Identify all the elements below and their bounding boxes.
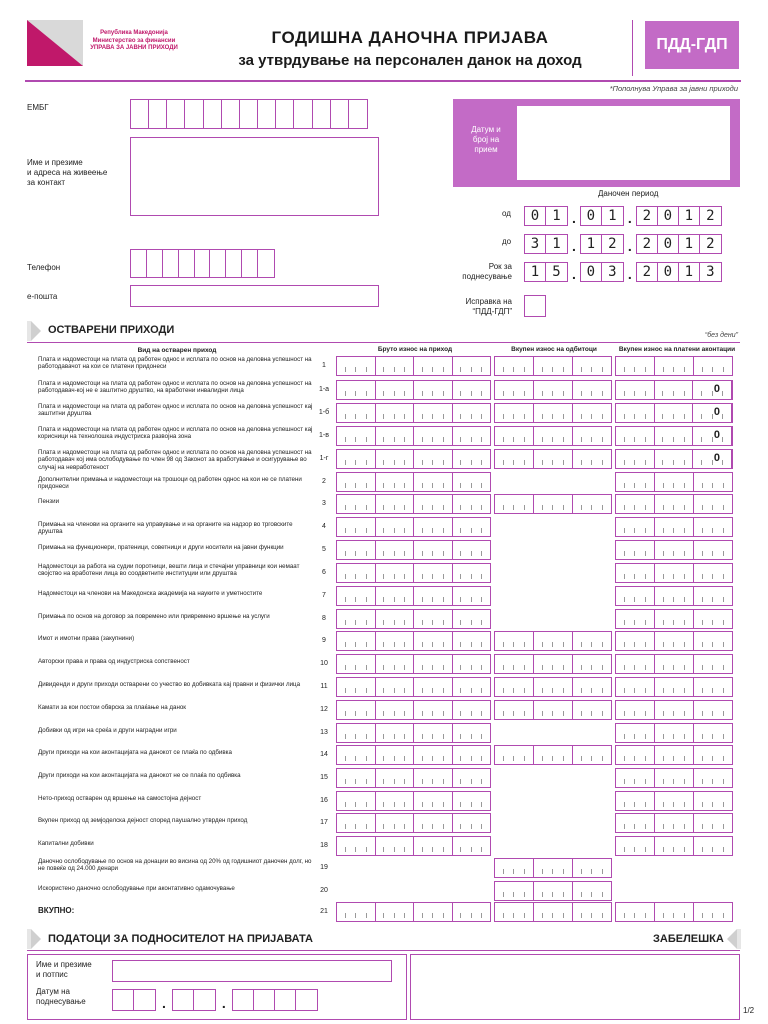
- income-row-description: Плата и надоместоци на плата од работен однос и исплата по основ на деловна успешност на работодавач кој има ослободување по член 98 од Законот за вработување и осигурување во случај на невработеност: [38, 449, 312, 471]
- income-row-description: Примања на функционери, пратеници, советници и други носители на јавни функции: [38, 544, 284, 551]
- name-address-label: Име и презиме и адреса на живеење за контакт: [27, 158, 108, 187]
- form-title: ГОДИШНА ДАНОЧНА ПРИЈАВА: [271, 28, 549, 47]
- advances-amount-field[interactable]: [615, 745, 733, 765]
- submitter-name-label: Име и презиме и потпис: [36, 960, 92, 979]
- advances-amount-field[interactable]: [615, 403, 733, 423]
- income-row-description: Искористено даночно ослободување при аконтативно одамочување: [38, 885, 235, 892]
- income-row-description: Примања на членови на органите на управување и на органите на надзор во трговските друштва: [38, 521, 293, 536]
- income-row-number: 1: [322, 362, 326, 369]
- gross-amount-field[interactable]: [336, 586, 491, 606]
- advances-amount-field[interactable]: [615, 677, 733, 697]
- deductions-amount-field[interactable]: [494, 677, 612, 697]
- income-row-number: 3: [322, 500, 326, 507]
- gross-amount-field[interactable]: [336, 356, 491, 376]
- gross-amount-field[interactable]: [336, 426, 491, 446]
- prefilled-zero: 0: [713, 429, 720, 441]
- gross-amount-field[interactable]: [336, 836, 491, 856]
- advances-amount-field[interactable]: [615, 654, 733, 674]
- income-row-description: Други приходи на кои аконтацијата на данокот се плаќа по одбивка: [38, 749, 232, 756]
- gross-amount-field[interactable]: [336, 902, 491, 922]
- income-row-number: 9: [322, 637, 326, 644]
- gross-amount-field[interactable]: [336, 540, 491, 560]
- authority-logo-icon: [27, 20, 83, 66]
- income-row-description: Нето-приход остварен од вршење на самостојна дејност: [38, 795, 202, 802]
- income-row-number: 1-а: [318, 386, 330, 393]
- deductions-amount-field[interactable]: [494, 426, 612, 446]
- period-from-date[interactable]: 0 1 . 0 1 . 2 0 1 2: [524, 206, 722, 226]
- advances-amount-field[interactable]: [615, 836, 733, 856]
- col-advances-header: Вкупен износ на платени аконтации: [618, 346, 736, 353]
- embg-label: ЕМБГ: [27, 103, 49, 112]
- header-rule: [25, 80, 741, 82]
- income-row-number: 10: [320, 660, 328, 667]
- gross-amount-field[interactable]: [336, 745, 491, 765]
- advances-amount-field[interactable]: [615, 472, 733, 492]
- gross-amount-field[interactable]: [336, 517, 491, 537]
- deadline-date[interactable]: 1 5 . 0 3 . 2 0 1 3: [524, 262, 722, 282]
- advances-amount-field[interactable]: [615, 540, 733, 560]
- income-row-number: 14: [320, 751, 328, 758]
- form-subtitle: за утврдување на персонален данок на доход: [238, 52, 582, 69]
- advances-amount-field[interactable]: [615, 356, 733, 376]
- income-row-description: Плата и надоместоци на плата од работен однос и исплата по основ на деловна успешност на работодавачот на кои се платени придонеси: [38, 356, 312, 371]
- income-row-number: 12: [320, 706, 328, 713]
- advances-amount-field[interactable]: [615, 494, 733, 514]
- deductions-amount-field[interactable]: [494, 631, 612, 651]
- gross-amount-field[interactable]: [336, 494, 491, 514]
- income-section-title: ОСТВАРЕНИ ПРИХОДИ: [48, 324, 175, 336]
- authority-name: Република Македонија Министерство за финансии УПРАВА ЗА ЈАВНИ ПРИХОДИ: [90, 30, 178, 51]
- period-to-date[interactable]: 3 1 . 1 2 . 2 0 1 2: [524, 234, 722, 254]
- income-section-rule: [27, 342, 740, 343]
- income-row-description: Пензии: [38, 498, 60, 505]
- advances-amount-field[interactable]: [615, 517, 733, 537]
- income-row-number: 6: [322, 569, 326, 576]
- advances-amount-field[interactable]: [615, 813, 733, 833]
- no-cents-note: “без дени”: [704, 332, 738, 339]
- email-label: е-пошта: [27, 292, 58, 301]
- advances-amount-field[interactable]: [615, 563, 733, 583]
- phone-label: Телефон: [27, 263, 61, 272]
- deductions-amount-field[interactable]: [494, 380, 612, 400]
- deductions-amount-field[interactable]: [494, 654, 612, 674]
- income-row-description: ВКУПНО:: [38, 906, 75, 915]
- income-row-description: Надоместоци на членови на Македонска академија на науките и уметностите: [38, 590, 263, 597]
- income-row-number: 5: [322, 546, 326, 553]
- col-type-header: Вид на остварен приход: [137, 347, 217, 354]
- income-row-description: Даночно ослободување по основ на донации во висина од 20% од годишниот даночен долг, но не повеќе од 24.000 денари: [38, 858, 312, 873]
- deductions-amount-field[interactable]: [494, 858, 612, 878]
- section-arrow-icon: [727, 929, 741, 949]
- gross-amount-field[interactable]: [336, 654, 491, 674]
- income-row-description: Плата и надоместоци на плата од работен однос и исплата по основ на деловна успешност на работодавач-кој не е заштитно друштво, на вработени инвалидни лица: [38, 380, 312, 395]
- income-row-number: 1-б: [318, 409, 330, 416]
- income-row-number: 11: [320, 683, 328, 690]
- correction-label: Исправка на “ПДД-ГДП”: [465, 297, 512, 316]
- income-row-description: Добивки од игри на среќа и други наградни игри: [38, 727, 177, 734]
- advances-amount-field[interactable]: [615, 700, 733, 720]
- deductions-amount-field[interactable]: [494, 745, 612, 765]
- gross-amount-field[interactable]: [336, 768, 491, 788]
- gross-amount-field[interactable]: [336, 813, 491, 833]
- submission-date-label: Датум на поднесување: [36, 987, 86, 1006]
- advances-amount-field[interactable]: [615, 449, 733, 469]
- gross-amount-field[interactable]: [336, 631, 491, 651]
- header-divider: [632, 20, 633, 76]
- income-row-number: 18: [320, 842, 328, 849]
- income-row-number: 13: [320, 729, 328, 736]
- prefilled-zero: 0: [713, 383, 720, 395]
- gross-amount-field[interactable]: [336, 723, 491, 743]
- submitter-section-title: ПОДАТОЦИ ЗА ПОДНОСИТЕЛОТ НА ПРИЈАВАТА: [48, 933, 313, 945]
- income-row-description: Дивиденди и други приходи остварени со учество во добивката кај правни и физички лица: [38, 681, 301, 688]
- correction-checkbox[interactable]: [524, 295, 546, 317]
- deadline-label: Рок за поднесување: [462, 262, 512, 281]
- advances-amount-field[interactable]: [615, 426, 733, 446]
- prefilled-zero: 0: [713, 406, 720, 418]
- deductions-amount-field[interactable]: [494, 881, 612, 901]
- note-field[interactable]: [410, 954, 740, 1020]
- receipt-field[interactable]: [517, 106, 730, 180]
- advances-amount-field[interactable]: [615, 586, 733, 606]
- period-to-label: до: [502, 237, 512, 246]
- section-arrow-icon: [27, 929, 41, 949]
- deductions-amount-field[interactable]: [494, 403, 612, 423]
- filled-by-note: *Пополнува Управа за јавни приходи: [609, 84, 738, 93]
- income-row-description: Дополнителни примања и надоместоци на трошоци од работен однос на кои не се платени придонеси: [38, 476, 302, 491]
- embg-field[interactable]: [130, 99, 368, 129]
- deductions-amount-field[interactable]: [494, 700, 612, 720]
- note-section-title: ЗАБЕЛЕШКА: [653, 933, 724, 945]
- income-row-number: 17: [320, 819, 328, 826]
- income-row-number: 8: [322, 615, 326, 622]
- income-row-number: 7: [322, 592, 326, 599]
- gross-amount-field[interactable]: [336, 380, 491, 400]
- tax-period-title: Даночен период: [598, 189, 659, 198]
- deductions-amount-field[interactable]: [494, 449, 612, 469]
- prefilled-zero: 0: [713, 452, 720, 464]
- income-row-description: Имот и имотни права (закупнини): [38, 635, 135, 642]
- income-row-number: 19: [320, 864, 328, 871]
- email-field[interactable]: [130, 285, 379, 307]
- deductions-amount-field[interactable]: [494, 356, 612, 376]
- advances-amount-field[interactable]: [615, 609, 733, 629]
- gross-amount-field[interactable]: [336, 449, 491, 469]
- advances-amount-field[interactable]: [615, 902, 733, 922]
- income-row-description: Камати за кои постои обврска за плаќање на данок: [38, 704, 187, 711]
- income-row-description: Капитални добивки: [38, 840, 94, 847]
- submission-date-field[interactable]: . .: [112, 989, 318, 1011]
- col-deductions-header: Вкупен износ на одбитоци: [511, 346, 597, 353]
- advances-amount-field[interactable]: [615, 723, 733, 743]
- income-row-description: Плата и надоместоци на плата од работен однос и исплата по основ на деловна успешност кај корисници на технолошка индустриска развојна зона: [38, 426, 313, 441]
- income-row-number: 16: [320, 797, 328, 804]
- period-from-label: од: [502, 209, 511, 218]
- gross-amount-field[interactable]: [336, 609, 491, 629]
- gross-amount-field[interactable]: [336, 700, 491, 720]
- phone-field[interactable]: [130, 249, 275, 278]
- gross-amount-field[interactable]: [336, 563, 491, 583]
- receipt-label: Датум и број на прием: [471, 125, 501, 154]
- income-row-description: Надоместоци за работа на судии поротници, вешти лица и стечајни управници кои немаат својство на вработени лица во соодветните институции или друштва: [38, 563, 300, 578]
- submitter-section-rule: [27, 950, 740, 951]
- name-address-field[interactable]: [130, 137, 379, 216]
- gross-amount-field[interactable]: [336, 472, 491, 492]
- form-code-badge: ПДД-ГДП: [645, 21, 739, 69]
- gross-amount-field[interactable]: [336, 403, 491, 423]
- income-row-description: Други приходи на кои аконтацијата на данокот не се плаќа по одбивка: [38, 772, 241, 779]
- advances-amount-field[interactable]: [615, 380, 733, 400]
- gross-amount-field[interactable]: [336, 677, 491, 697]
- section-arrow-icon: [27, 321, 41, 341]
- income-row-description: Примања по основ на договор за повремено или привремено вршење на услуги: [38, 613, 270, 620]
- deductions-amount-field[interactable]: [494, 494, 612, 514]
- income-row-description: Плата и надоместоци на плата од работен однос и исплата по основ на деловна успешност кај заштитни друштва: [38, 403, 313, 418]
- advances-amount-field[interactable]: [615, 791, 733, 811]
- income-row-number: 2: [322, 478, 326, 485]
- income-row-number: 20: [320, 887, 328, 894]
- col-gross-header: Бруто износ на приход: [377, 346, 453, 353]
- gross-amount-field[interactable]: [336, 791, 491, 811]
- income-row-number: 21: [320, 908, 328, 915]
- income-row-description: Вкупен приход од земјоделска дејност според паушално утврден приход: [38, 817, 248, 824]
- income-row-number: 1-в: [319, 432, 329, 439]
- advances-amount-field[interactable]: [615, 631, 733, 651]
- income-row-number: 1-г: [319, 455, 329, 462]
- submitter-name-field[interactable]: [112, 960, 392, 982]
- deductions-amount-field[interactable]: [494, 902, 612, 922]
- income-row-number: 4: [322, 523, 326, 530]
- page-number: 1/2: [743, 1006, 755, 1015]
- income-row-description: Авторски права и права од индустриска сопственост: [38, 658, 190, 665]
- income-row-number: 15: [320, 774, 328, 781]
- advances-amount-field[interactable]: [615, 768, 733, 788]
